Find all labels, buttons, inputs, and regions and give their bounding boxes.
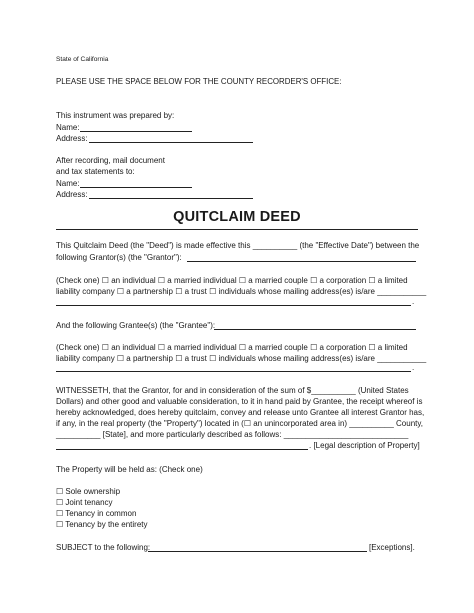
grantor-address-field[interactable]: [56, 305, 411, 306]
mail-to-line2: and tax statements to:: [56, 167, 135, 176]
mail-to-line1: After recording, mail document: [56, 156, 165, 165]
legal-description-field[interactable]: [56, 449, 308, 450]
prepared-by-heading: This instrument was prepared by:: [56, 111, 175, 120]
mail-name-field[interactable]: [80, 187, 192, 188]
prepared-address-label: Address:: [56, 134, 88, 143]
subject-end: [Exceptions].: [369, 543, 415, 552]
prepared-address-field[interactable]: [89, 142, 253, 143]
held-as-option[interactable]: ☐ Tenancy by the entirety: [56, 520, 148, 529]
grantee-type-line2: liability company ☐ a partnership ☐ a trust ☐ individuals whose mailing address(es) is/are ___________: [56, 354, 427, 363]
mail-address-label: Address:: [56, 190, 88, 199]
mail-address-field[interactable]: [89, 198, 253, 199]
grantee-type-end: .: [412, 363, 415, 372]
mail-name-label: Name:: [56, 179, 80, 188]
witnesseth-line4: if any, in the real property (the "Property") located in (☐ an unincorporated area in) __________ County,: [56, 419, 423, 428]
grantor-type-line1: (Check one) ☐ an individual ☐ a married individual ☐ a married couple ☐ a corporation ☐ a limited: [56, 276, 408, 285]
grantee-address-field[interactable]: [56, 371, 411, 372]
grantee-type-line1: (Check one) ☐ an individual ☐ a married individual ☐ a married couple ☐ a corporation ☐ a limited: [56, 343, 408, 352]
witnesseth-line2: Dollars) and other good and valuable consideration, to it in hand paid by Grantee, the receipt whereof is: [56, 397, 423, 406]
held-as-option[interactable]: ☐ Sole ownership: [56, 487, 121, 496]
intro-line1: This Quitclaim Deed (the "Deed") is made effective this __________ (the "Effective Date") between the: [56, 241, 420, 250]
held-as-heading: The Property will be held as: (Check one): [56, 465, 203, 474]
prepared-name-label: Name:: [56, 123, 80, 132]
grantee-label: And the following Grantee(s) (the "Grantee"):: [56, 321, 216, 330]
state-label: State of California: [56, 56, 109, 63]
document-title: QUITCLAIM DEED: [173, 209, 301, 225]
witnesseth-line6-end: . [Legal description of Property]: [309, 441, 420, 450]
grantor-name-field[interactable]: [187, 261, 416, 262]
grantee-name-field[interactable]: [214, 329, 416, 330]
held-as-option[interactable]: ☐ Joint tenancy: [56, 498, 113, 507]
title-underline: [56, 229, 418, 230]
held-as-option[interactable]: ☐ Tenancy in common: [56, 509, 137, 518]
prepared-name-field[interactable]: [80, 131, 192, 132]
recorder-notice: PLEASE USE THE SPACE BELOW FOR THE COUNTY RECORDER'S OFFICE:: [56, 77, 342, 86]
intro-line2: following Grantor(s) (the "Grantor"):: [56, 253, 182, 262]
witnesseth-line5: __________ [State], and more particularly described as follows: ____________________________: [56, 430, 409, 439]
grantor-type-line2: liability company ☐ a partnership ☐ a trust ☐ individuals whose mailing address(es) is/are ___________: [56, 287, 427, 296]
witnesseth-line3: hereby acknowledged, does hereby quitclaim, convey and release unto Grantee all interest Grantor has,: [56, 408, 425, 417]
exceptions-field[interactable]: [148, 551, 367, 552]
grantor-type-end: .: [412, 297, 415, 306]
subject-label: SUBJECT to the following:: [56, 543, 151, 552]
witnesseth-line1: WITNESSETH, that the Grantor, for and in consideration of the sum of $__________ (United States: [56, 386, 409, 395]
